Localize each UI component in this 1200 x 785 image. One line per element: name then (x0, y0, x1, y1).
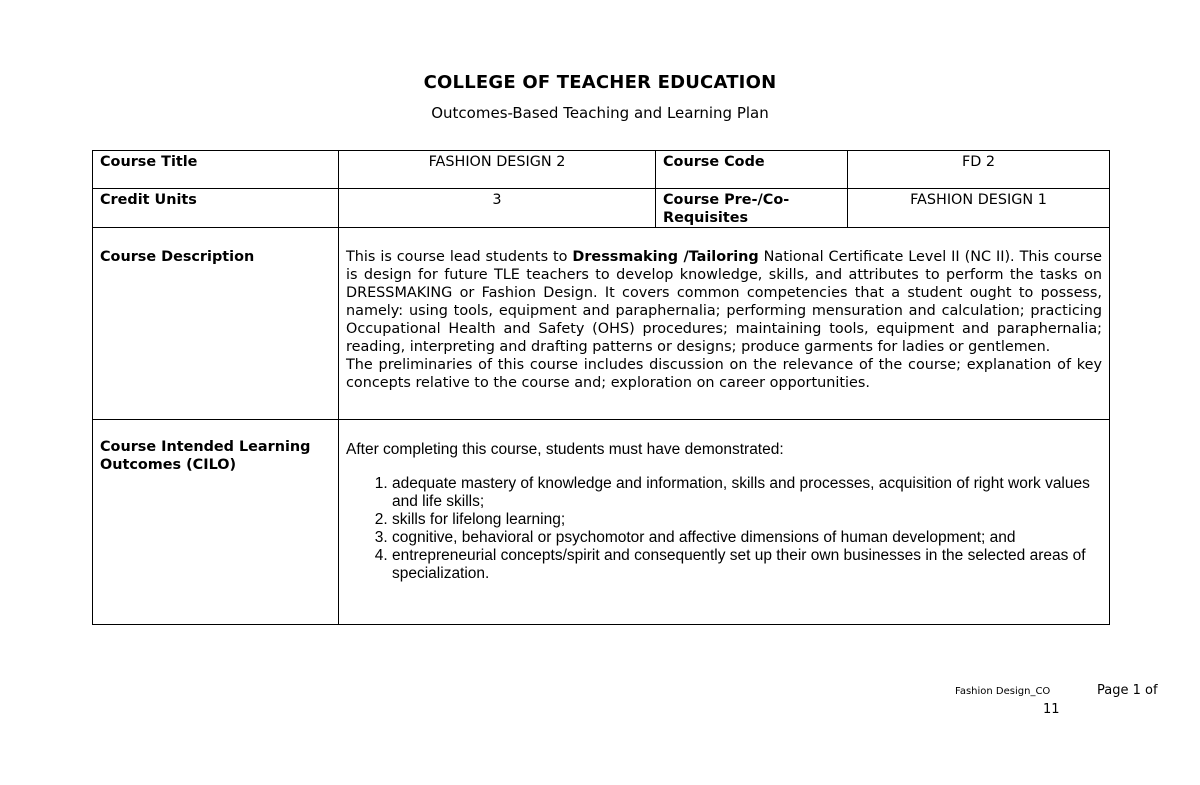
description-text: This is course lead students to (346, 249, 573, 265)
college-title: COLLEGE OF TEACHER EDUCATION (423, 72, 777, 93)
cilo-intro: After completing this course, students must have demonstrated: (346, 441, 784, 458)
course-code-value: FD 2 (848, 151, 1110, 189)
list-item: 4. entrepreneurial concepts/spirit and consequently set up their own businesses in the selected areas of specialization. (392, 547, 1102, 583)
list-item: 3. cognitive, behavioral or psychomotor and affective dimensions of human development; and (392, 529, 1102, 547)
table-row (93, 189, 1110, 228)
list-item: 1. adequate mastery of knowledge and information, skills and processes, acquisition of right work values and life skills; (392, 475, 1102, 511)
description-emphasis: Dressmaking /Tailoring (572, 249, 759, 265)
course-description (339, 228, 1110, 420)
course-title-label: Course Title (93, 151, 339, 189)
prerequisites-label: Course Pre-/Co-Requisites (656, 189, 848, 228)
table-row (93, 228, 1110, 420)
table-row (93, 420, 1110, 625)
prerequisites-value: FASHION DESIGN 1 (848, 189, 1110, 228)
course-info-table (92, 150, 1110, 625)
credit-units-value: 3 (339, 189, 656, 228)
footer-page-total: 11 (1043, 702, 1060, 717)
course-description-label: Course Description (93, 228, 339, 420)
cilo-list (346, 475, 1102, 583)
footer-doc-name: Fashion Design_CO (955, 686, 1051, 697)
course-code-label: Course Code (656, 151, 848, 189)
list-item: 2. skills for lifelong learning; (392, 511, 1102, 529)
credit-units-label: Credit Units (93, 189, 339, 228)
cilo-label: Course Intended Learning Outcomes (CILO) (93, 420, 339, 625)
description-text: National Certificate Level II (NC II). This course is design for future TLE teachers to develop knowledge, skills, and attributes to perform the tasks on DRESSMAKING or Fashion Design. It covers common competencies that a student ought to possess, namely: using tools, equipment and paraphernalia; performing mensuration and calculation; practicing Occupational Health and Safety (OHS) procedures; maintaining tools, equipment and paraphernalia; reading, interpreting and drafting patterns or designs; produce garments for ladies or gentlemen. (346, 249, 1103, 355)
table-row (93, 151, 1110, 189)
description-preliminaries: The preliminaries of this course includes discussion on the relevance of the course; explanation of key concepts relative to the course and; exploration on career opportunities. (346, 357, 1102, 391)
cilo-content (339, 420, 1110, 625)
plan-subtitle: Outcomes-Based Teaching and Learning Plan (431, 104, 769, 122)
footer-page-label: Page 1 of (1097, 683, 1158, 698)
course-title-value: FASHION DESIGN 2 (339, 151, 656, 189)
